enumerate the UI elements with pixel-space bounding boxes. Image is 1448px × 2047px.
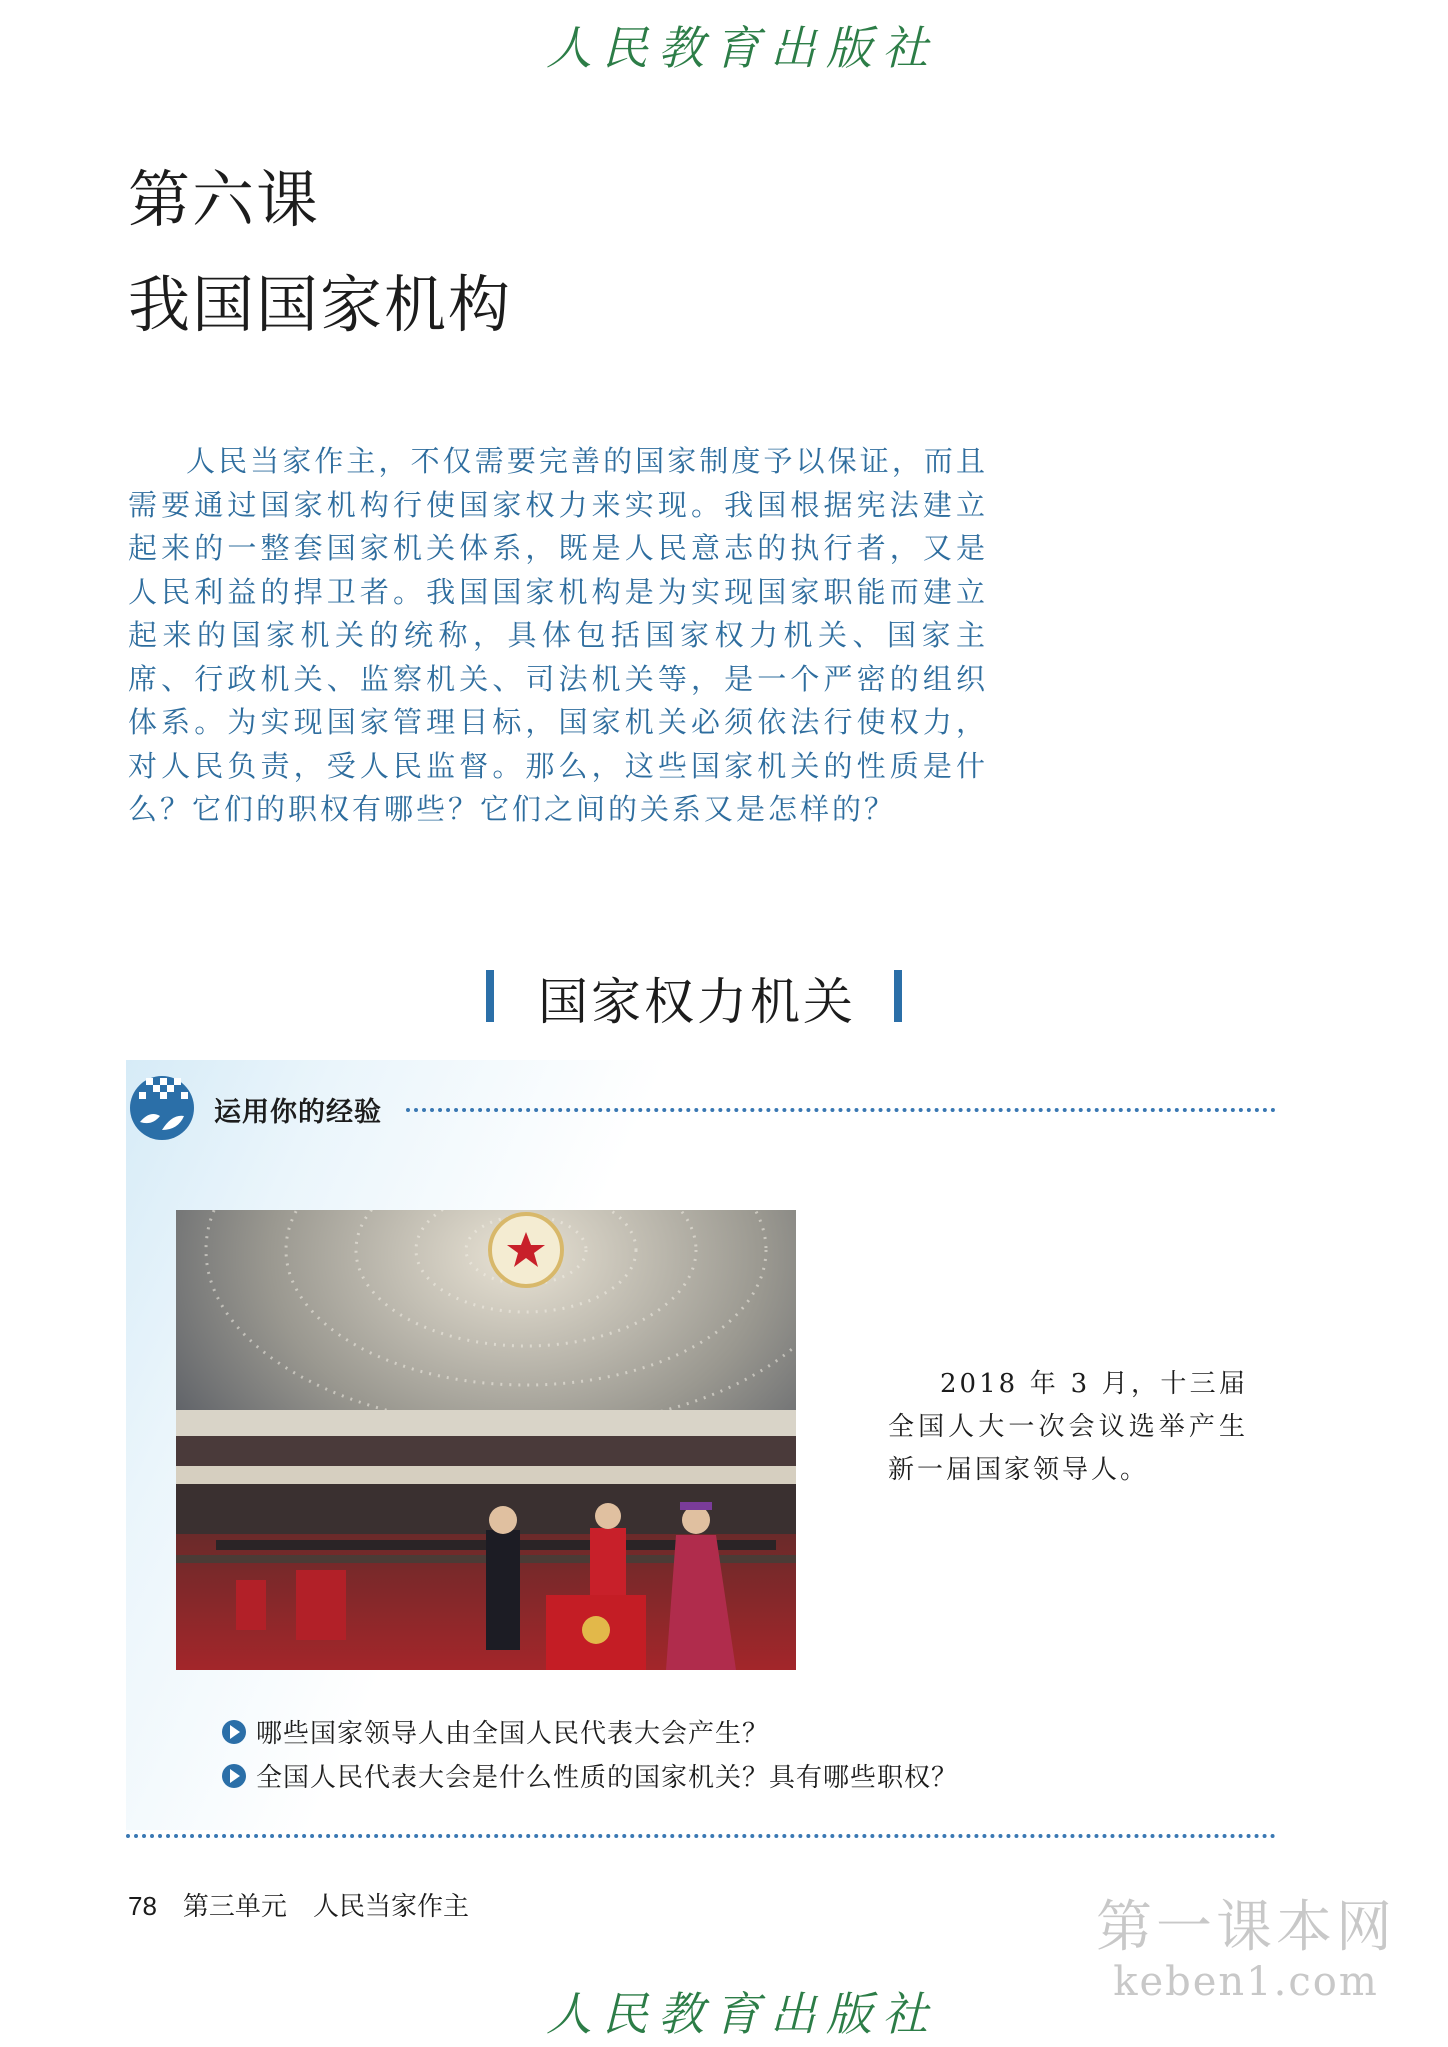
congress-hall-photo [176,1210,796,1670]
experience-label: 运用你的经验 [214,1097,382,1128]
unit-name: 第三单元 [182,1892,287,1922]
section-bar-right [894,970,902,1022]
arrow-bullet-icon [220,1718,248,1746]
publisher-header: 人民教育出版社 [546,21,938,75]
section-title: 国家权力机关 [538,973,856,1031]
question-text: 哪些国家领导人由全国人民代表大会产生？ [256,1719,770,1749]
experience-icon [126,1070,198,1142]
question-text: 全国人民代表大会是什么性质的国家机关？具有哪些职权？ [256,1763,959,1793]
dotted-divider-bottom [126,1834,1276,1838]
watermark-url: keben1.com [1113,1959,1379,2005]
section-bar-left [486,970,494,1022]
lesson-number: 第六课 [128,163,321,236]
watermark-name: 第一课本网 [1096,1895,1396,1960]
dotted-divider-top [406,1108,1276,1112]
lesson-title: 我国国家机构 [128,268,513,341]
section-heading [0,962,1448,1031]
photo-caption: 2018 年 3 月，十三届全国人大一次会议选举产生新一届国家领导人。 [888,1369,1248,1485]
page-footer [128,1886,469,1923]
question-item [220,1713,769,1750]
unit-title: 人民当家作主 [312,1892,469,1922]
publisher-footer: 人民教育出版社 [546,1987,938,2041]
question-item [220,1757,958,1794]
page-number: 78 [128,1891,157,1921]
arrow-bullet-icon [220,1762,248,1790]
intro-paragraph: 人民当家作主，不仅需要完善的国家制度予以保证，而且需要通过国家机构行使国家权力来实现。我国根据宪法建立起来的一整套国家机关体系，既是人民意志的执行者，又是人民利益的捍卫者。我国国家机构是为实现国家职能而建立起来的国家机关的统称，具体包括国家权力机关、国家主席、行政机关、监察机关、司法机关等，是一个严密的组织体系。为实现国家管理目标，国家机关必须依法行使权力，对人民负责，受人民监督。那么，这些国家机关的性质是什么？它们的职权有哪些？它们之间的关系又是怎样的？ [128,444,988,826]
